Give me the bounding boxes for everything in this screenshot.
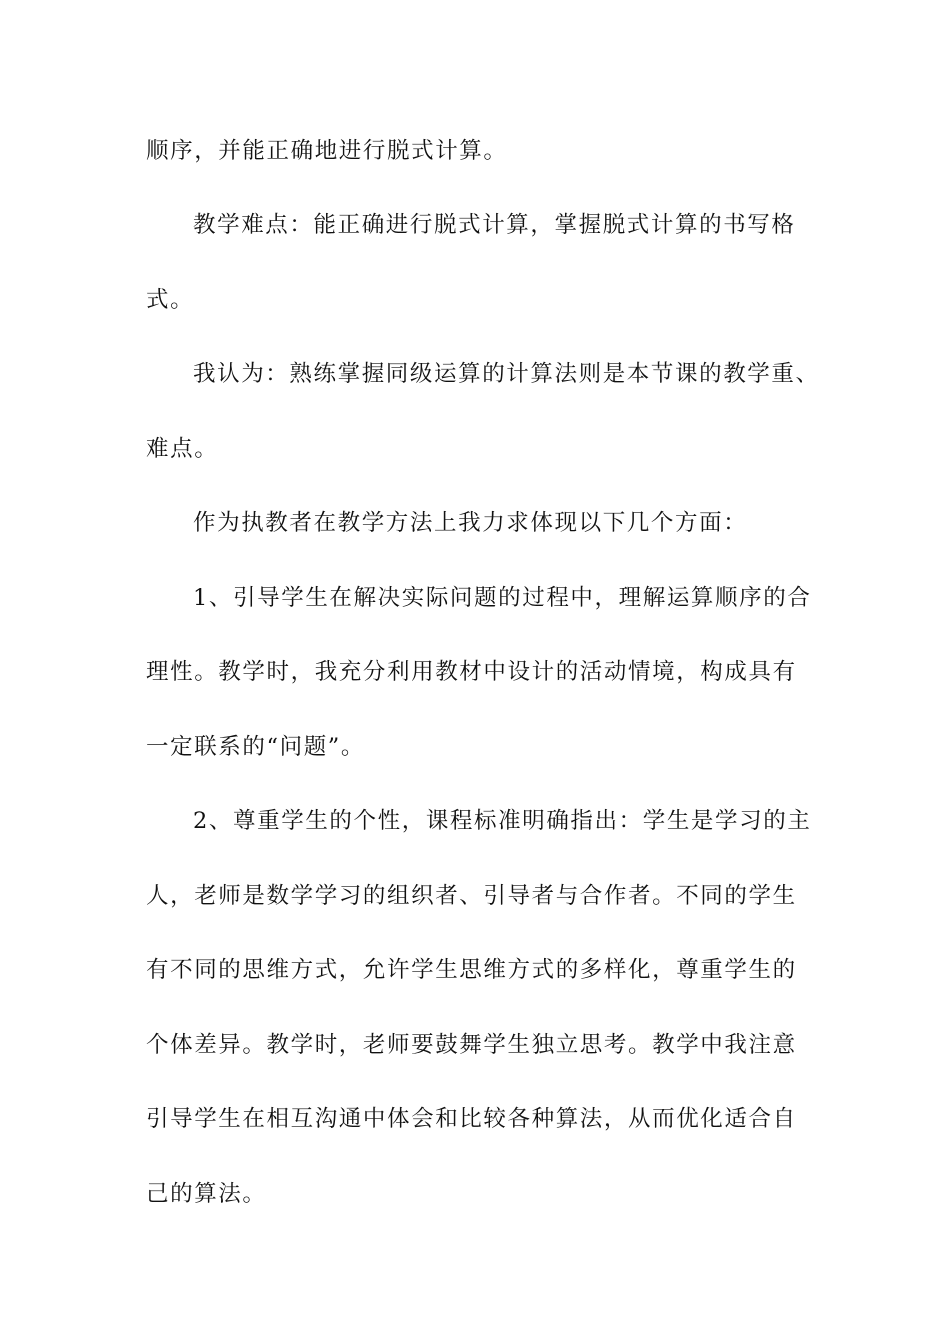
text-line: 式。 (146, 287, 195, 313)
text-line: 作为执教者在教学方法上我力求体现以下几个方面： (193, 510, 748, 536)
text-line: 我认为：熟练掌握同级运算的计算法则是本节课的教学重、 (193, 361, 820, 387)
text-line: 教学难点：能正确进行脱式计算，掌握脱式计算的书写格 (193, 212, 796, 238)
text-line: 有不同的思维方式，允许学生思维方式的多样化，尊重学生的 (146, 957, 797, 983)
text-line: 己的算法。 (146, 1181, 267, 1207)
text-line: 难点。 (146, 436, 219, 462)
text-line: 人，老师是数学学习的组织者、引导者与合作者。不同的学生 (146, 883, 797, 909)
text-line: 顺序，并能正确地进行脱式计算。 (146, 138, 508, 164)
text-line: 个体差异。教学时，老师要鼓舞学生独立思考。教学中我注意 (146, 1032, 797, 1058)
text-line: 2、尊重学生的个性，课程标准明确指出：学生是学习的主 (193, 808, 812, 834)
text-line: 一定联系的“问题”。 (146, 734, 366, 760)
text-line: 1、引导学生在解决实际问题的过程中，理解运算顺序的合 (193, 585, 812, 611)
text-line: 理性。教学时，我充分利用教材中设计的活动情境，构成具有 (146, 659, 797, 685)
text-line: 引导学生在相互沟通中体会和比较各种算法，从而优化适合自 (146, 1106, 797, 1132)
